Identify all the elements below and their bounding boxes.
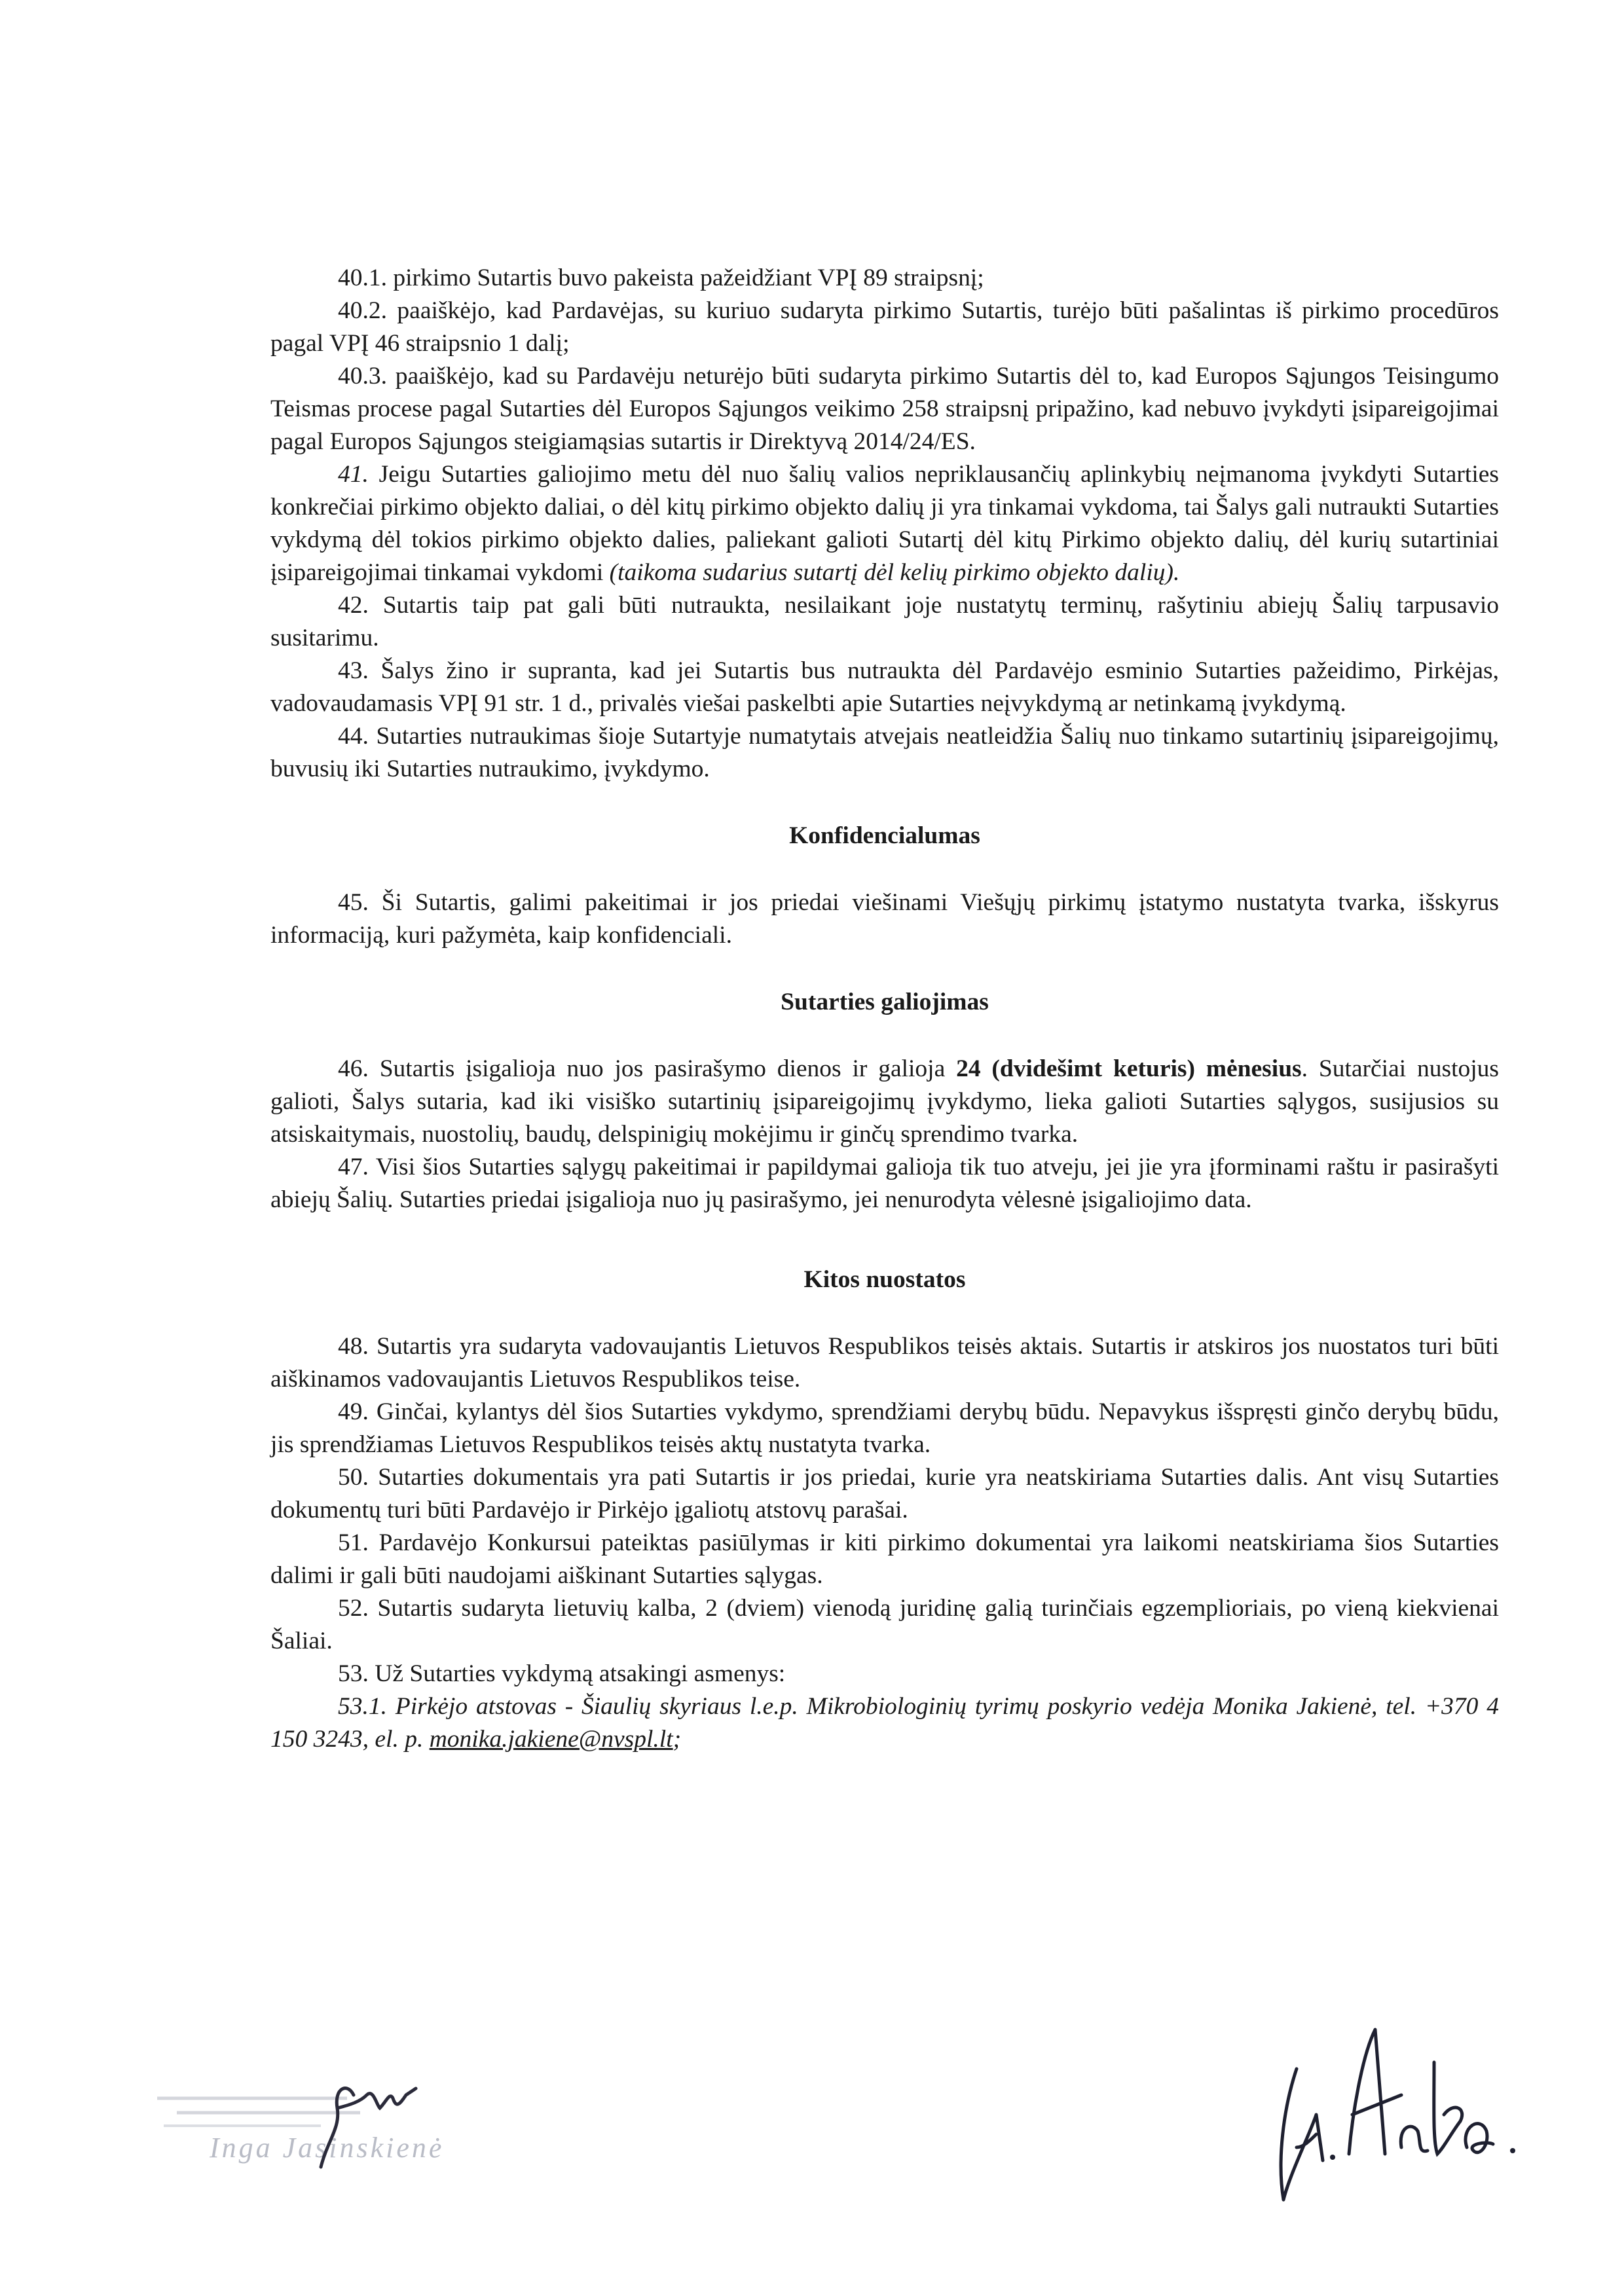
clause-53: 53. Už Sutarties vykdymą atsakingi asmenys: xyxy=(338,1660,786,1687)
clause-41-text: Jeigu Sutarties galiojimo metu dėl nuo šalių valios nepriklausančių aplinkybių neįmanoma įvykdyti Sutarties konkrečiai pirkimo objekto daliai, o dėl kitų pirkimo objekto dalių ji yra tinkamai vykdoma, tai Šalys gali nutraukti Sutarties vykdymą dėl tokios pirkimo objekto dalies, paliekant galioti Sutartį dėl kitų Pirkimo objekto dalių, dėl kurių sutartiniai įsipareigojimai tinkamai vykdomi xyxy=(270,461,1499,586)
heading-sutarties-galiojimas: Sutarties galiojimas xyxy=(781,989,989,1015)
clause-46-term: 24 (dvidešimt keturis) mėnesius xyxy=(956,1055,1302,1082)
clause-53-1-end: ; xyxy=(673,1726,682,1753)
clause-44: 44. Sutarties nutraukimas šioje Sutartyje numatytais atvejais neatleidžia Šalių nuo tinkamo sutartinių įsipareigojimų, buvusių iki Sutarties nutraukimo, įvykdymo. xyxy=(270,723,1499,782)
clause-47: 47. Visi šios Sutarties sąlygų pakeitimai ir papildymai galioja tik tuo atveju, jei jie yra įforminami raštu ir pasirašyti abiejų Šalių. Sutarties priedai įsigalioja nuo jų pasirašymo, jei nenurodyta vėlesnė įsigaliojimo data. xyxy=(270,1154,1499,1213)
clause-50: 50. Sutarties dokumentais yra pati Sutartis ir jos priedai, kurie yra neatskiriama Sutarties dalis. Ant visų Sutarties dokumentų turi būti Pardavėjo ir Pirkėjo įgaliotų atstovų parašai. xyxy=(270,1464,1499,1523)
clause-45: 45. Ši Sutartis, galimi pakeitimai ir jos priedai viešinami Viešųjų pirkimų įstatymo nustatyta tvarka, išskyrus informaciją, kuri pažymėta, kaip konfidenciali. xyxy=(270,889,1499,949)
clause-46 xyxy=(270,1053,1499,1151)
heading-konfidencialumas: Konfidencialumas xyxy=(789,822,980,849)
clause-53-1-text: 53.1. Pirkėjo atstovas - Šiaulių skyriaus l.e.p. Mikrobiologinių tyrimų poskyrio vedėja Monika Jakienė, tel. +370 4 150 3243, el. p. xyxy=(270,1693,1499,1753)
clause-46-start: 46. Sutartis įsigalioja nuo jos pasirašymo dienos ir galioja xyxy=(338,1055,957,1082)
email-link[interactable]: monika.jakiene@nvspl.lt xyxy=(429,1726,673,1753)
clause-40-2: 40.2. paaiškėjo, kad Pardavėjas, su kuriuo sudaryta pirkimo Sutartis, turėjo būti pašalintas iš pirkimo procedūros pagal VPĮ 46 straipsnio 1 dalį; xyxy=(270,297,1499,357)
clause-42: 42. Sutartis taip pat gali būti nutraukta, nesilaikant joje nustatytų terminų, rašytiniu abiejų Šalių tarpusavio susitarimu. xyxy=(270,592,1499,651)
contract-body xyxy=(270,262,1499,1756)
clause-41-number: 41. xyxy=(338,461,369,488)
signature-left-image xyxy=(190,2069,439,2187)
clause-52: 52. Sutartis sudaryta lietuvių kalba, 2 (dviem) vienodą juridinę galią turinčiais egzemplioriais, po vieną kiekvienai Šaliai. xyxy=(270,1595,1499,1654)
clause-40-3: 40.3. paaiškėjo, kad su Pardavėju neturėjo būti sudaryta pirkimo Sutartis dėl to, kad Europos Sąjungos Teisingumo Teismas procese pagal Sutarties dėl Europos Sąjungos veikimo 258 straipsnį pripažino, kad nebuvo įvykdyti įsipareigojimai pagal Europos Sąjungos steigiamąsias sutartis ir Direktyvą 2014/24/ES. xyxy=(270,363,1499,455)
clause-41 xyxy=(270,458,1499,589)
signature-right-image xyxy=(1270,2016,1545,2213)
clause-41-italic-note: (taikoma sudarius sutartį dėl kelių pirkimo objekto dalių). xyxy=(609,559,1180,586)
clause-51: 51. Pardavėjo Konkursui pateiktas pasiūlymas ir kiti pirkimo dokumentai yra laikomi neatskiriama šios Sutarties dalimi ir gali būti naudojami aiškinant Sutarties sąlygas. xyxy=(270,1529,1499,1589)
clause-46-rest: . Sutarčiai nustojus galioti, Šalys sutaria, kad iki visiško sutartinių įsipareigojimų įvykdymo, lieka galioti Sutarties sąlygos, susijusios su atsiskaitymais, nuostolių, baudų, delspinigių mokėjimu ir ginčų sprendimo tvarka. xyxy=(270,1055,1499,1148)
clause-49: 49. Ginčai, kylantys dėl šios Sutarties vykdymo, sprendžiami derybų būdu. Nepavykus išspręsti ginčo derybų būdu, jis sprendžiamas Lietuvos Respublikos teisės aktų nustatyta tvarka. xyxy=(270,1398,1499,1458)
stamp-name: Inga Jasinskienė xyxy=(210,2132,445,2164)
heading-kitos-nuostatos: Kitos nuostatos xyxy=(803,1266,966,1293)
clause-48: 48. Sutartis yra sudaryta vadovaujantis Lietuvos Respublikos teisės aktais. Sutartis ir atskiros jos nuostatos turi būti aiškinamos vadovaujantis Lietuvos Respublikos teise. xyxy=(270,1333,1499,1393)
clause-53-1 xyxy=(270,1690,1499,1756)
clause-43: 43. Šalys žino ir supranta, kad jei Sutartis bus nutraukta dėl Pardavėjo esminio Sutarties pažeidimo, Pirkėjas, vadovaudamasis VPĮ 91 str. 1 d., privalės viešai paskelbti apie Sutarties neįvykdymą ar netinkamą įvykdymą. xyxy=(270,657,1499,717)
clause-40-1: 40.1. pirkimo Sutartis buvo pakeista pažeidžiant VPĮ 89 straipsnį; xyxy=(338,264,984,291)
